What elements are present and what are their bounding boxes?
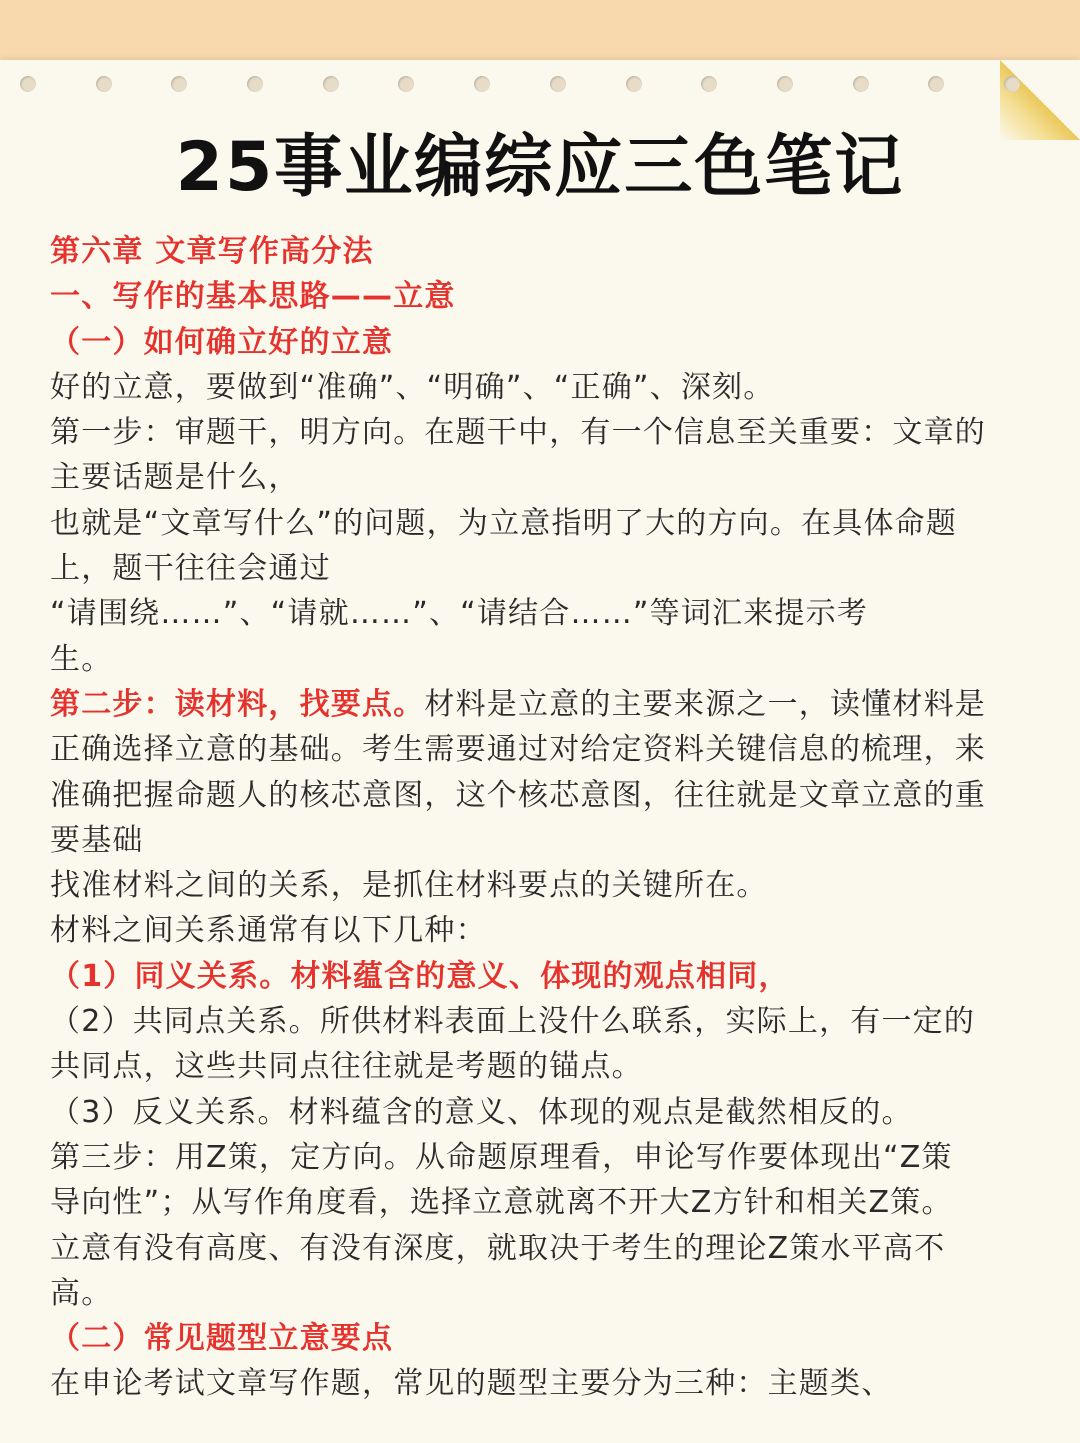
body-text: 生。 [50,641,113,677]
binder-hole [20,76,36,92]
text-line [50,410,1035,455]
text-line [50,818,1035,863]
text-line [50,682,1035,727]
body-text: “请围绕……”、“请就……”、“请结合……”等词汇来提示考 [50,596,869,632]
highlighted-text: （二）常见题型立意要点 [50,1321,394,1357]
text-line [50,501,1035,546]
binder-hole [853,76,869,92]
body-text: 主要话题是什么， [50,460,300,496]
text-line [50,1316,1035,1361]
text-line [50,773,1035,818]
body-text: 上，题干往往会通过 [50,551,331,587]
highlighted-text: 第六章 文章写作高分法 [50,234,374,269]
binder-hole [626,76,642,92]
body-text: 共同点，这些共同点往往就是考题的锚点。 [50,1049,643,1085]
text-line [50,863,1035,908]
text-line [50,1044,1035,1089]
text-line [50,274,1035,319]
text-line [50,1180,1035,1225]
text-line [50,999,1035,1044]
body-text: 准确把握命题人的核芯意图，这个核芯意图，往往就是文章立意的重 [50,777,986,813]
body-text: 在申论考试文章写作题，常见的题型主要分为三种：主题类、 [50,1366,893,1402]
text-line [50,229,1035,274]
text-line [50,1135,1035,1180]
text-line [50,637,1035,682]
body-text: 立意有没有高度、有没有深度，就取决于考生的理论Z策水平高不 [50,1230,946,1266]
notes-body [50,229,1035,1407]
text-line [50,727,1035,772]
binder-hole [550,76,566,92]
binder-hole [777,76,793,92]
text-line [50,1226,1035,1271]
body-text: 好的立意，要做到“准确”、“明确”、“正确”、深刻。 [50,369,775,405]
text-line [50,1361,1035,1406]
body-text: 也就是“文章写什么”的问题，为立意指明了大的方向。在具体命题 [50,505,958,541]
binder-hole [398,76,414,92]
body-text: 第三步：用Z策，定方向。从命题原理看，申论写作要体现出“Z策 [50,1139,953,1175]
binder-hole [474,76,490,92]
binder-holes [20,76,1020,96]
binder-hole [171,76,187,92]
body-text: 材料是立意的主要来源之一，读懂材料是 [424,686,987,722]
text-line [50,455,1035,500]
body-text: 要基础 [50,822,144,858]
text-line [50,365,1035,410]
page-title: 25事业编综应三色笔记 [175,128,905,207]
text-line [50,954,1035,999]
body-text: 导向性”；从写作角度看，选择立意就离不开大Z方针和相关Z策。 [50,1185,953,1221]
highlighted-text: （一）如何确立好的立意 [50,324,394,360]
text-line [50,546,1035,591]
binder-hole [96,76,112,92]
highlighted-text: 第二步：读材料，找要点。 [50,686,425,722]
highlighted-text: （1）同义关系。材料蕴含的意义、体现的观点相同， [50,958,790,994]
body-text: （2）共同点关系。所供材料表面上没什么联系，实际上，有一定的 [50,1004,976,1040]
binder-hole [701,76,717,92]
text-line [50,1090,1035,1135]
binder-hole [247,76,263,92]
binder-hole [323,76,339,92]
body-text: 找准材料之间的关系，是抓住材料要点的关键所在。 [50,868,768,904]
text-line [50,1271,1035,1316]
body-text: 正确选择立意的基础。考生需要通过对给定资料关键信息的梳理，来 [50,732,986,768]
binder-hole [1004,76,1020,92]
body-text: 材料之间关系通常有以下几种： [50,913,487,949]
text-line [50,320,1035,365]
binder-hole [928,76,944,92]
body-text: （3）反义关系。材料蕴含的意义、体现的观点是截然相反的。 [50,1094,913,1130]
text-line [50,591,1035,636]
body-text: 第一步：审题干，明方向。在题干中，有一个信息至关重要：文章的 [50,415,986,451]
body-text: 高。 [50,1275,113,1311]
highlighted-text: 一、写作的基本思路——立意 [50,279,456,315]
text-line [50,908,1035,953]
